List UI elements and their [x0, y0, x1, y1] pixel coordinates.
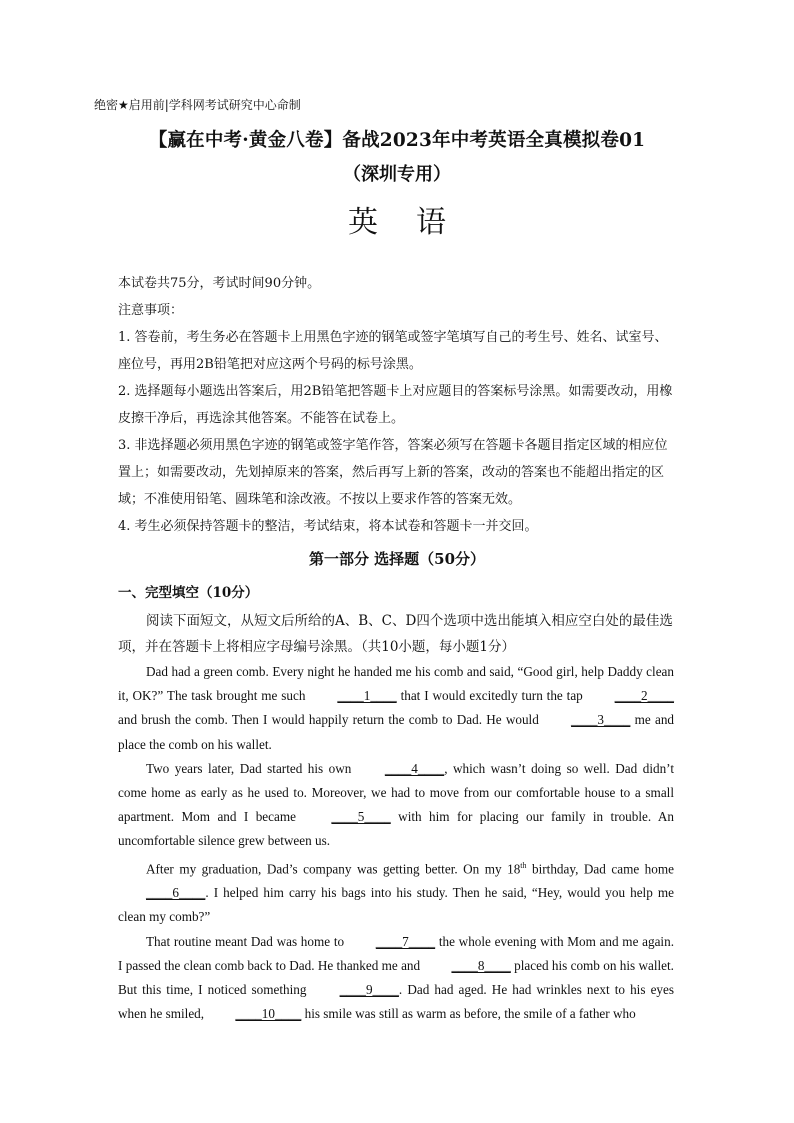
blank-9: ____9____: [339, 982, 399, 998]
passage-text: After my graduation, Dad’s company was getting better. On my 18: [146, 861, 521, 877]
blank-8: ____8____: [451, 957, 511, 973]
subject-title: 英语: [348, 205, 484, 240]
blank-1: ____1____: [337, 688, 397, 704]
passage-paragraph-1: [118, 660, 674, 757]
passage-text: That routine meant Dad was home to: [146, 933, 348, 949]
passage-text: that I would excitedly turn the tap: [396, 688, 587, 704]
passage-text: Dad had a green comb. Every night he handed me his comb and said, “Good girl, help Daddy clean it, OK?” The task brought me such: [118, 664, 674, 704]
passage-text: . I helped him carry his bags into his study. Then he said, “Hey, would you help me clean my comb?”: [118, 885, 674, 925]
blank-3: ____3____: [571, 712, 631, 728]
passage-text: me and place the comb on his wallet.: [118, 712, 675, 752]
blank-2: ____2____: [614, 688, 674, 704]
passage-paragraph-2: [118, 757, 674, 854]
notice-item: 1. 答卷前，考生务必在答题卡上用黑色字迹的钢笔或签字笔填写自己的考生号、姓名、试室号、座位号，再用2B铅笔把对应这两个号码的标号涂黑。: [118, 330, 668, 372]
notice-item: 3. 非选择题必须用黑色字迹的钢笔或签字笔作答，答案必须写在答题卡各题目指定区域的相应位置上；如需要改动，先划掉原来的答案，然后再写上新的答案，改动的答案也不能超出指定的区域；不准使用铅笔、圆珠笔和涂改液。不按以上要求作答的答案无效。: [118, 438, 668, 507]
cloze-passage: [118, 660, 674, 1026]
notice-heading: 注意事项：: [118, 303, 184, 318]
passage-text: and brush the comb. Then I would happily return the comb to Dad. He would: [118, 712, 544, 728]
notice-item: 2. 选择题每小题选出答案后，用2B铅笔把答题卡上对应题目的答案标号涂黑。如需要改动，用橡皮擦干净后，再选涂其他答案。不能答在试卷上。: [118, 384, 673, 426]
exam-intro: 本试卷共75分，考试时间90分钟。: [118, 276, 321, 291]
passage-text: with him for placing our family in trouble. An uncomfortable silence grew between us.: [118, 809, 674, 849]
passage-paragraph-4: [118, 930, 674, 1027]
passage-text: birthday, Dad came home: [526, 861, 674, 877]
notice-block: [118, 270, 678, 540]
passage-text: the whole evening with Mom and me again. I passed the clean comb back to Dad. He thanked me and: [118, 933, 674, 973]
blank-6: ____6____: [146, 885, 206, 901]
blank-10: ____10____: [235, 1006, 302, 1022]
notice-item: 4. 考生必须保持答题卡的整洁，考试结束，将本试卷和答题卡一并交回。: [118, 519, 538, 534]
part-title: 一、完型填空（10分）: [118, 585, 259, 601]
blank-5: ____5____: [331, 809, 391, 825]
exam-title: 【赢在中考·黄金八卷】备战2023年中考英语全真模拟卷01: [148, 130, 646, 151]
passage-text: placed his comb on his wallet. But this time, I noticed something: [118, 957, 674, 998]
passage-text: . Dad had aged. He had wrinkles next to his eyes when he smiled,: [118, 982, 674, 1022]
blank-4: ____4____: [384, 760, 445, 776]
confidential-header: 绝密★启用前|学科网考试研究中心命制: [94, 98, 301, 112]
ordinal-suffix: th: [520, 860, 527, 870]
part-instructions: [118, 608, 678, 660]
blank-7: ____7____: [375, 933, 436, 949]
instructions-text: 阅读下面短文，从短文后所给的A、B、C、D四个选项中选出能填入相应空白处的最佳选项，并在答题卡上将相应字母编号涂黑。（共10小题，每小题1分）: [118, 613, 673, 655]
exam-subtitle: （深圳专用）: [343, 164, 451, 185]
section-title: 第一部分 选择题（50分）: [308, 550, 486, 568]
passage-text: his smile was still as warm as before, the smile of a father who: [301, 1006, 636, 1022]
passage-paragraph-3: [118, 854, 674, 930]
passage-text: Two years later, Dad started his own: [146, 760, 357, 776]
passage-text: , which wasn’t doing so well. Dad didn’t come home as early as he used to. Moreover, we had to move from our comfortable house to a small apartment. Mom and I became: [118, 760, 674, 825]
